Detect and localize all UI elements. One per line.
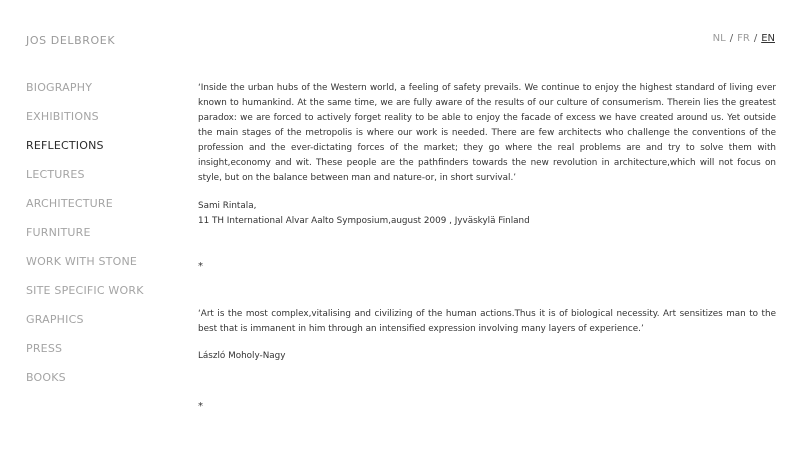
language-separator: / (753, 33, 758, 44)
language-en[interactable]: EN (761, 33, 775, 44)
quote-author: László Moholy-Nagy (198, 351, 286, 361)
site-title[interactable]: JOS DELBROEK (26, 34, 116, 47)
nav-item-biography[interactable]: BIOGRAPHY (26, 81, 93, 94)
nav-item-furniture[interactable]: FURNITURE (26, 226, 91, 239)
language-nl[interactable]: NL (712, 33, 726, 44)
nav-item-site-specific-work[interactable]: SITE SPECIFIC WORK (26, 284, 144, 297)
nav-item-press[interactable]: PRESS (26, 342, 63, 355)
nav-item-lectures[interactable]: LECTURES (26, 168, 85, 181)
quote-text: ‘Inside the urban hubs of the Western world, a feeling of safety prevails. We continue to enjoy the highest standard of living ever known to humankind. At the same time, we are fully aware of the results of our culture of consumerism. Therein lies the greatest paradox: we are forced to actively forget reality to be able to enjoy the facade of excess we have created around us. Yet outside the main stages of the metropolis is where our work is needed. There are few architects who challenge the conventions of the profession and the ever-dictating forces of the market; they go where the real problems are and try to solve them with insight,economy and wit. These people are the pathfinders towards the new revolution in architecture,which will not focus on style, but on the balance between man and nature-or, in short survival.’ (198, 83, 776, 183)
nav-item-exhibitions[interactable]: EXHIBITIONS (26, 110, 99, 123)
language-switcher (713, 33, 775, 44)
nav-item-books[interactable]: BOOKS (26, 371, 66, 384)
quote-text: ‘Art is the most complex,vitalising and civilizing of the human actions.Thus it is of biological necessity. Art sensitizes man to the best that is immanent in him through an intensified expression involving many layers of experience.’ (198, 309, 776, 334)
nav-item-reflections[interactable]: REFLECTIONS (26, 139, 104, 152)
nav-item-graphics[interactable]: GRAPHICS (26, 313, 84, 326)
separator-asterisk: * (198, 401, 203, 412)
reflections-content (198, 81, 776, 412)
language-fr[interactable]: FR (737, 33, 750, 44)
main-nav (26, 81, 144, 400)
quote-author: Sami Rintala, (198, 201, 257, 211)
nav-item-architecture[interactable]: ARCHITECTURE (26, 197, 113, 210)
quote-source: 11 TH International Alvar Aalto Symposium,august 2009 , Jyväskylä Finland (198, 216, 530, 226)
separator-asterisk: * (198, 261, 203, 272)
nav-item-work-with-stone[interactable]: WORK WITH STONE (26, 255, 138, 268)
language-separator: / (729, 33, 734, 44)
